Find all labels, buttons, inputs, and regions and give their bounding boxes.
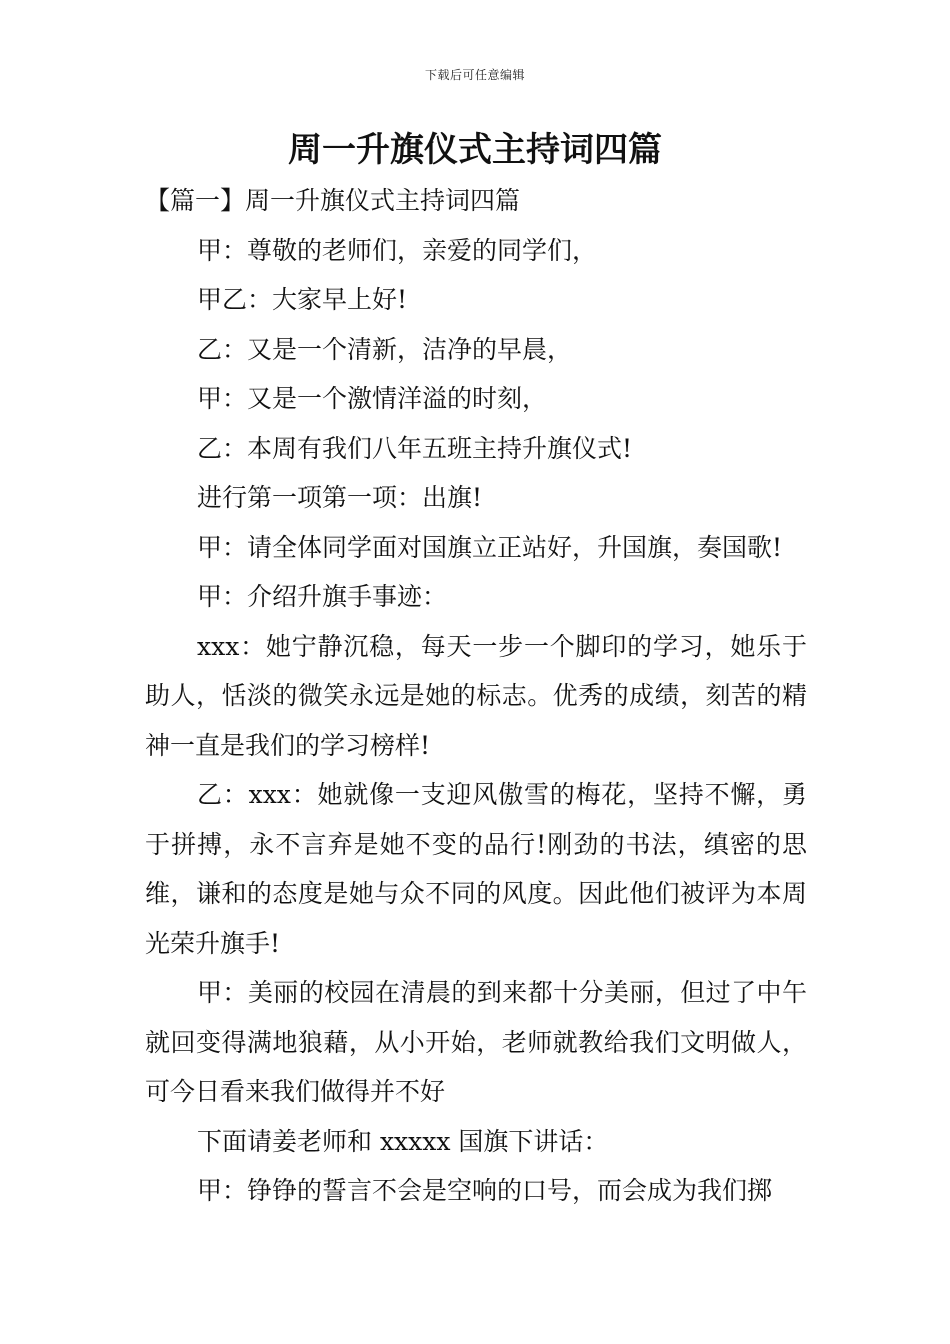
- paragraph: 甲：介绍升旗手事迹：: [197, 582, 448, 611]
- header-note: 下载后可任意编辑: [424, 68, 525, 82]
- paragraph: 甲：铮铮的誓言不会是空响的口号，而会成为我们掷: [197, 1176, 773, 1205]
- paragraph: 下面请姜老师和 xxxxx 国旗下讲话：: [197, 1126, 609, 1156]
- document-body: [145, 176, 807, 1216]
- paragraph: 乙：本周有我们八年五班主持升旗仪式!: [197, 433, 633, 463]
- paragraph: 乙：xxx：她就像一支迎风傲雪的梅花，坚持不懈，勇于拼搏，永不言弃是她不变的品行!刚劲的书法，缜密的思维，谦和的态度是她与众不同的风度。因此他们被评为本周光荣升旗手!: [145, 780, 807, 958]
- document-title: 周一升旗仪式主持词四篇: [288, 130, 662, 170]
- paragraph: 甲乙：大家早上好!: [197, 285, 408, 314]
- paragraph: xxx：她宁静沉稳，每天一步一个脚印的学习，她乐于助人，恬淡的微笑永远是她的标志。优秀的成绩，刻苦的精神一直是我们的学习榜样!: [145, 631, 807, 760]
- paragraph: 【篇一】周一升旗仪式主持词四篇: [145, 186, 521, 215]
- paragraph: 甲：尊敬的老师们，亲爱的同学们，: [197, 235, 598, 265]
- paragraph: 进行第一项第一项：出旗!: [197, 483, 483, 512]
- paragraph: 甲：请全体同学面对国旗立正站好，升国旗，奏国歌!: [197, 532, 783, 562]
- paragraph: 甲：美丽的校园在清晨的到来都十分美丽，但过了中午就回变得满地狼藉，从小开始，老师就教给我们文明做人，可今日看来我们做得并不好: [145, 978, 807, 1106]
- paragraph: 乙：又是一个清新，洁净的早晨，: [197, 334, 573, 364]
- paragraph: 甲：又是一个激情洋溢的时刻，: [197, 384, 548, 413]
